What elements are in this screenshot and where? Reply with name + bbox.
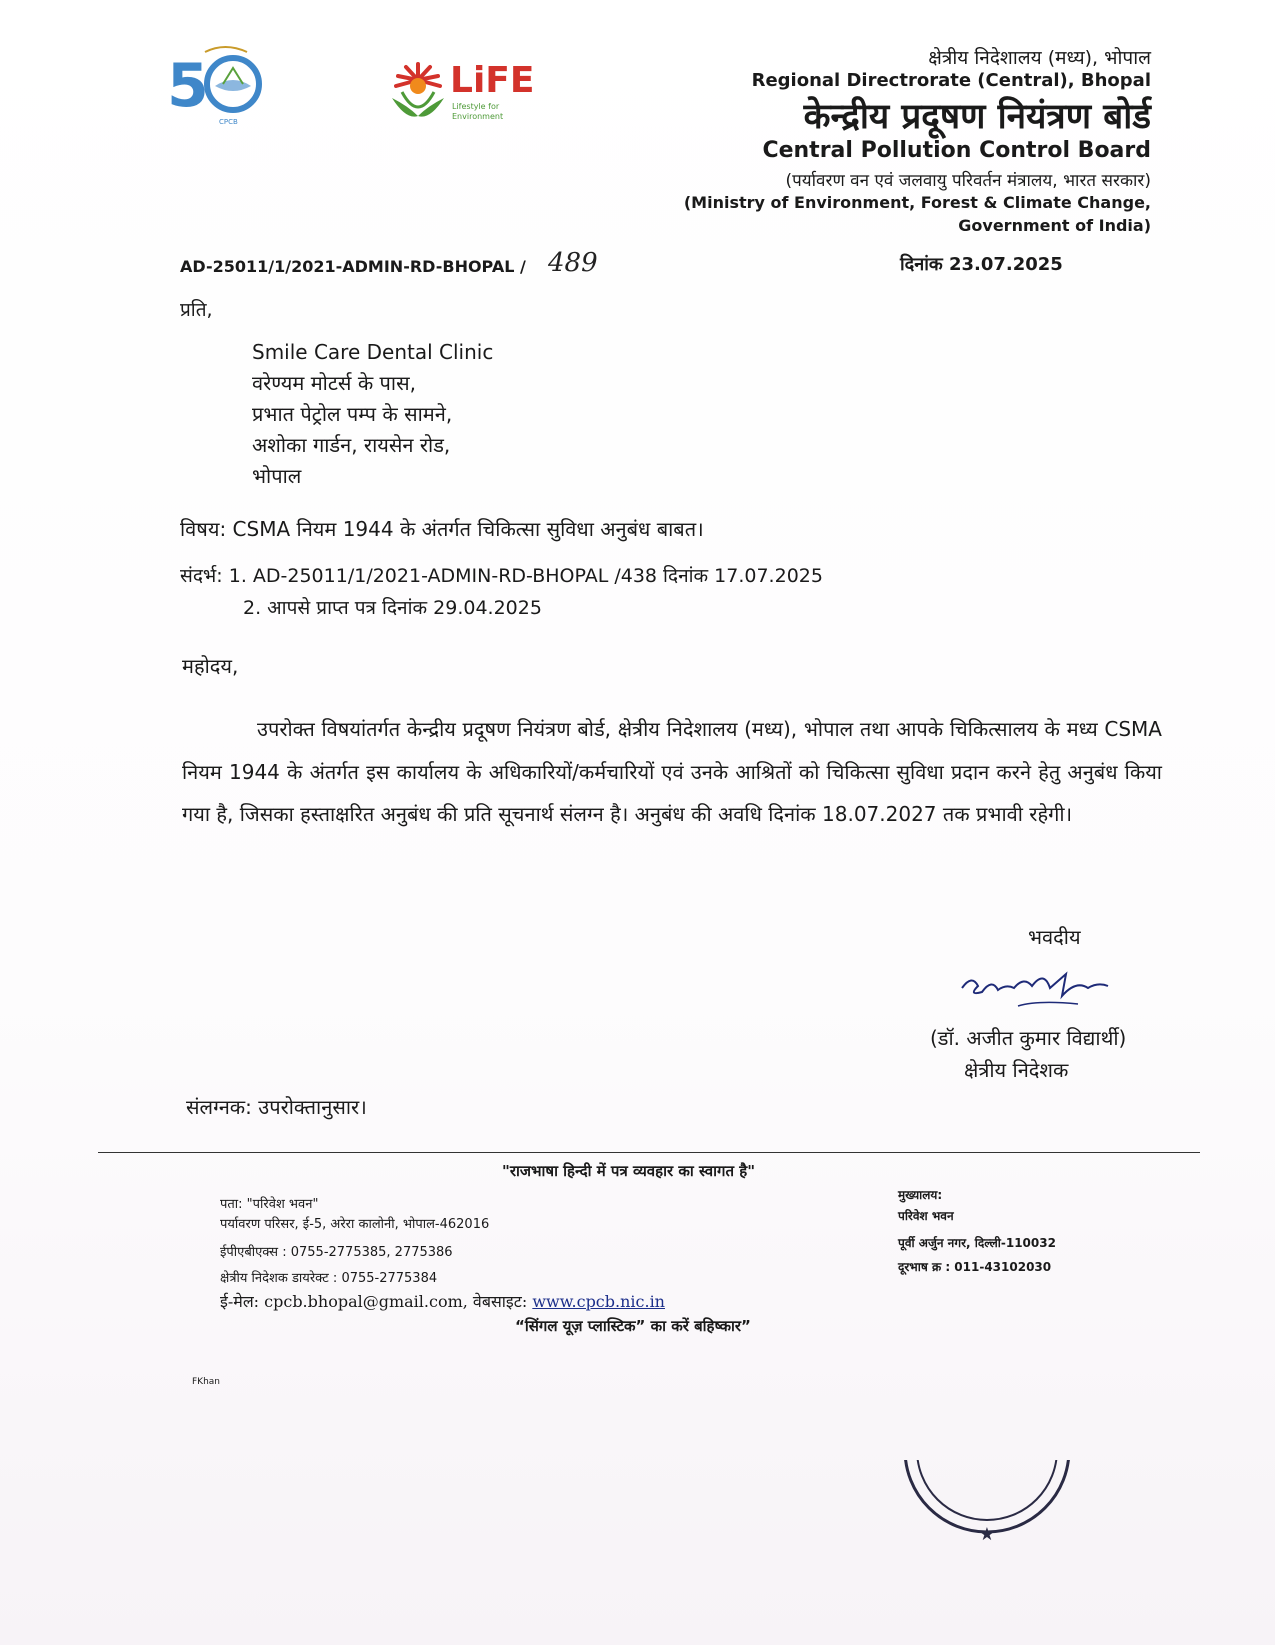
footer-email: ई-मेल: cpcb.bhopal@gmail.com, वेबसाइट:	[220, 1292, 533, 1311]
life-logo-title: LiFE	[450, 60, 535, 101]
life-logo-tagline-1: Lifestyle for	[452, 102, 500, 111]
address-line: भोपाल	[252, 464, 302, 488]
header-board-hindi: केन्द्रीय प्रदूषण नियंत्रण बोर्ड	[803, 96, 1151, 137]
footer-slogan-top: "राजभाषा हिन्दी में पत्र व्यवहार का स्वागत है"	[502, 1162, 756, 1180]
letter-reference-1: संदर्भ: 1. AD-25011/1/2021-ADMIN-RD-BHOPAL /438 दिनांक 17.07.2025	[180, 565, 823, 587]
hq-phone: दूरभाष क्र : 011-43102030	[898, 1260, 1052, 1274]
header-ministry-english-1: (Ministry of Environment, Forest & Climate Change,	[683, 193, 1151, 212]
handwritten-dispatch-number: 489	[548, 248, 598, 278]
letter-date: दिनांक 23.07.2025	[900, 254, 1063, 275]
letter-subject: विषय: CSMA नियम 1944 के अंतर्गत चिकित्सा सुविधा अनुबंध बाबत।	[180, 517, 704, 541]
footer-phone-1: ईपीएबीएक्स : 0755-2775385, 2775386	[220, 1245, 453, 1260]
svg-text:★: ★	[978, 1524, 996, 1545]
enclosure-note: संलग्नक: उपरोक्तानुसार।	[186, 1095, 367, 1119]
footer-phone-2: क्षेत्रीय निदेशक डायरेक्ट : 0755-2775384	[220, 1271, 438, 1286]
letter-reference-number: AD-25011/1/2021-ADMIN-RD-BHOPAL /	[180, 257, 526, 276]
footer-address-2: पर्यावरण परिसर, ई-5, अरेरा कालोनी, भोपाल-462016	[220, 1217, 490, 1232]
signatory-name: (डॉ. अजीत कुमार विद्यार्थी)	[930, 1026, 1127, 1050]
clinic-stamp-partial	[892, 1460, 1082, 1550]
signatory-title: क्षेत्रीय निदेशक	[964, 1058, 1069, 1082]
address-line: Smile Care Dental Clinic	[252, 340, 494, 364]
footer-slogan-bottom: “सिंगल यूज़ प्लास्टिक” का करें बहिष्कार”	[515, 1317, 751, 1335]
address-line: वरेण्यम मोटर्स के पास,	[252, 371, 416, 395]
salutation: महोदय,	[182, 654, 239, 678]
svg-text:5: 5	[167, 51, 209, 121]
letter-body: उपरोक्त विषयांतर्गत केन्द्रीय प्रदूषण नियंत्रण बोर्ड, क्षेत्रीय निदेशालय (मध्य), भोपाल तथा आपके चिकित्सालय के मध्य CSMA नियम 1944 के अंतर्गत इस कार्यालय के अधिकारियों/कर्मचारियों एवं उनके आश्रितों को चिकित्सा सुविधा प्रदान करने हेतु अनुबंध किया गया है, जिसका हस्ताक्षरित अनुबंध की प्रति सूचनार्थ संलग्न है। अनुबंध की अवधि दिनांक 18.07.2027 तक प्रभावी रहेगी।	[182, 717, 1162, 826]
recipient-prefix: प्रति,	[180, 299, 213, 321]
typist-initials: FKhan	[192, 1377, 221, 1387]
header-office-hindi: क्षेत्रीय निदेशालय (मध्य), भोपाल	[928, 47, 1151, 69]
cpcb-50-years-logo	[165, 38, 275, 128]
header-ministry-hindi: (पर्यावरण वन एवं जलवायु परिवर्तन मंत्रालय, भारत सरकार)	[785, 171, 1151, 191]
closing: भवदीय	[1028, 925, 1081, 949]
header-office-english: Regional Directrorate (Central), Bhopal	[751, 70, 1151, 91]
footer-divider	[98, 1152, 1200, 1153]
recipient-address	[252, 337, 493, 492]
hq-name: परिवेश भवन	[898, 1209, 954, 1223]
header-ministry-english-2: Government of India)	[958, 216, 1151, 235]
footer-address-1: पता: "परिवेश भवन"	[220, 1197, 319, 1212]
life-logo	[388, 58, 558, 128]
handwritten-signature	[958, 966, 1128, 1016]
footer-contact	[220, 1290, 665, 1312]
life-sun-icon	[388, 58, 448, 122]
footer-website-link[interactable]: www.cpcb.nic.in	[532, 1292, 665, 1311]
cpcb-logo-text: CPCB	[219, 118, 238, 126]
header-board-english: Central Pollution Control Board	[762, 138, 1151, 163]
address-line: प्रभात पेट्रोल पम्प के सामने,	[252, 402, 453, 426]
life-logo-tagline-2: Environment	[452, 112, 504, 121]
letter-reference-2: 2. आपसे प्राप्त पत्र दिनांक 29.04.2025	[243, 597, 542, 619]
hq-address: पूर्वी अर्जुन नगर, दिल्ली-110032	[898, 1236, 1056, 1250]
address-line: अशोका गार्डन, रायसेन रोड,	[252, 433, 451, 457]
hq-label: मुख्यालय:	[898, 1188, 943, 1202]
